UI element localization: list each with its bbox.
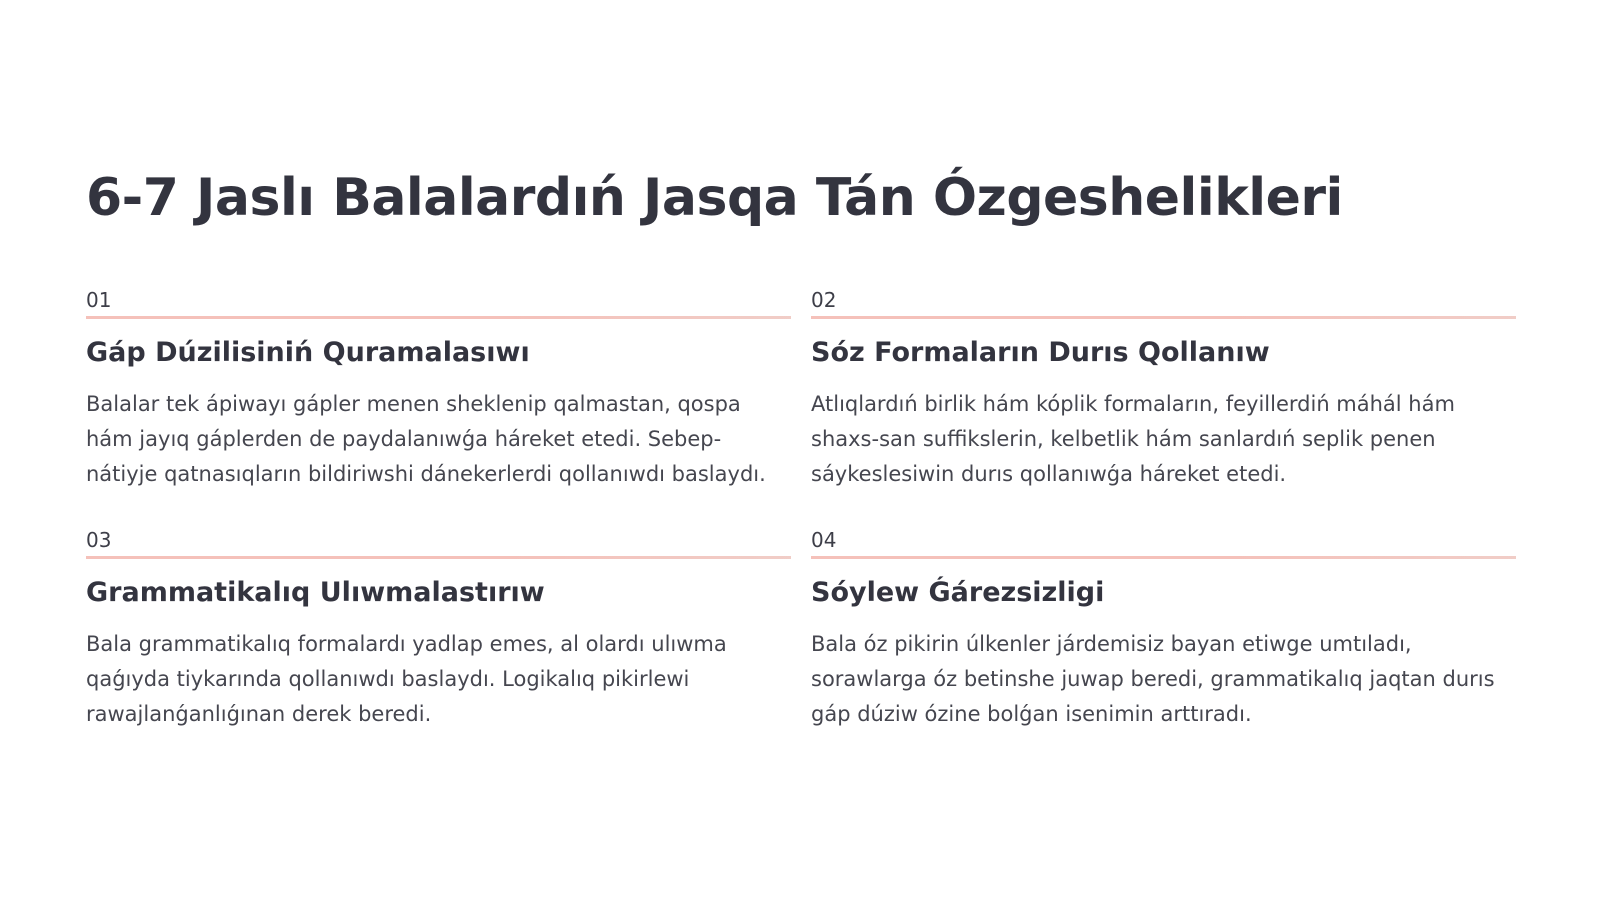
point-number: 01 xyxy=(86,288,112,312)
point-item-02 xyxy=(811,287,1516,492)
point-heading: Grammatikalıq Ulıwmalastırıw xyxy=(86,577,545,608)
point-heading: Sóz Formaların Durıs Qollanıw xyxy=(811,337,1270,368)
accent-divider xyxy=(811,556,1516,559)
accent-divider xyxy=(811,316,1516,319)
point-number: 03 xyxy=(86,528,112,552)
point-body: Bala grammatikalıq formalardı yadlap emes, al olardı ulıwma qaǵıyda tiykarında qollanıwdı baslaydı. Logikalıq pikirlewi rawajlanǵanlıǵınan derek beredi. xyxy=(86,632,727,726)
accent-divider xyxy=(86,316,791,319)
slide-title: 6-7 Jaslı Balalardıń Jasqa Tán Ózgeshelikleri xyxy=(86,168,1343,228)
point-number: 04 xyxy=(811,528,837,552)
accent-divider xyxy=(86,556,791,559)
point-body: Balalar tek ápiwayı gápler menen sheklenip qalmastan, qospa hám jayıq gáplerden de paydalanıwǵa háreket etedi. Sebep-nátiyje qatnasıqların bildiriwshi dánekerlerdi qollanıwdı baslaydı. xyxy=(86,392,766,486)
point-heading: Sóylew Ǵárezsizligi xyxy=(811,577,1105,608)
point-body: Atlıqlardıń birlik hám kóplik formaların, feyillerdiń máhál hám shaxs-san suffikslerin, kelbetlik hám sanlardıń seplik penen sáykeslesiwin durıs qollanıwǵa háreket etedi. xyxy=(811,392,1455,486)
point-item-03 xyxy=(86,527,791,732)
point-number: 02 xyxy=(811,288,837,312)
point-item-04 xyxy=(811,527,1516,732)
point-item-01 xyxy=(86,287,791,492)
point-heading: Gáp Dúzilisiniń Quramalasıwı xyxy=(86,337,530,368)
point-body: Bala óz pikirin úlkenler járdemisiz bayan etiwge umtıladı, sorawlarga óz betinshe juwap beredi, grammatikalıq jaqtan durıs gáp dúziw ózine bolǵan isenimin arttıradı. xyxy=(811,632,1495,726)
